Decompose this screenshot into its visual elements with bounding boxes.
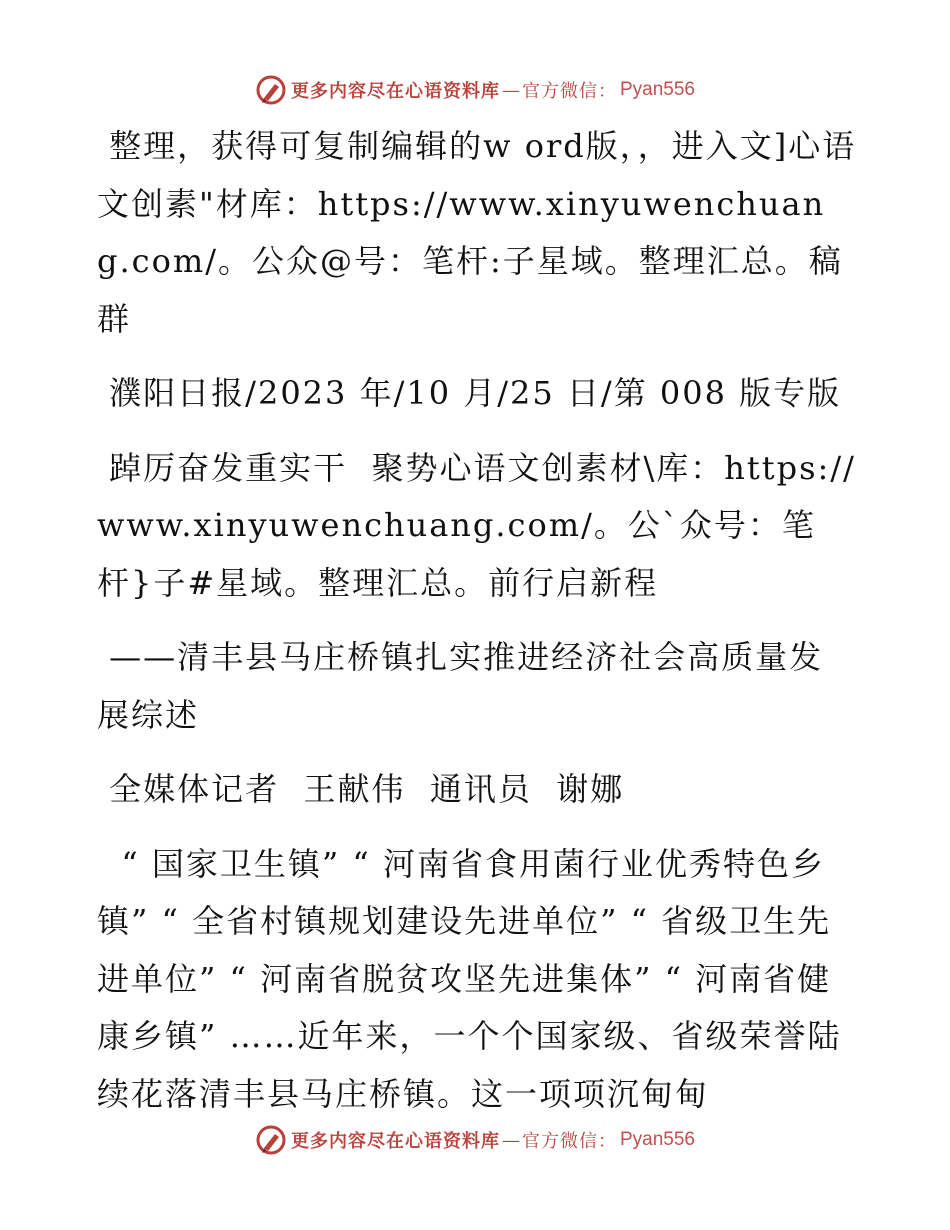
banner-wechat-id: Pyan556 — [619, 79, 695, 100]
body-paragraph: “ 国家卫生镇” “ 河南省食用菌行业优秀特色乡镇” “ 全省村镇规划建设先进单位” “ 省级卫生先进单位” “ 河南省脱贫攻坚先进集体” “ 河南省健康乡镇” ……近年来，一个个国家级、省级荣誉陆续花落清丰县马庄桥镇。这一项项沉甸甸 — [97, 844, 842, 1113]
pen-logo-icon — [255, 74, 287, 106]
banner-colon: ： — [597, 1131, 616, 1152]
header-banner — [0, 70, 950, 110]
banner-tagline: 更多内容尽在心语资料库 — [290, 81, 500, 102]
banner-separator: — — [501, 1129, 520, 1151]
banner-colon: ： — [597, 81, 616, 102]
source-line: 濮阳日报/2023 年/10 月/25 日/第 008 版专版 — [97, 374, 842, 412]
banner-wechat-label: 官方微信 — [521, 1131, 598, 1152]
pen-logo-icon — [255, 1124, 287, 1156]
banner-wechat-label: 官方微信 — [521, 81, 598, 102]
footer-banner — [0, 1120, 950, 1160]
byline: 全媒体记者 王献伟 通讯员 谢娜 — [97, 770, 625, 808]
banner-tagline: 更多内容尽在心语资料库 — [290, 1131, 500, 1152]
document-body — [97, 118, 857, 1140]
intro-paragraph: 整理，获得可复制编辑的w ord版，，进入文]心语文创素"材库：https://www.xinyuwenchuang.com/。公众@号：笔杆:子星域。整理汇总。稿群 — [97, 127, 857, 338]
banner-wechat-id: Pyan556 — [619, 1129, 695, 1150]
article-title: 踔厉奋发重实干 聚势心语文创素材\库：https://www.xinyuwenchuang.com/。公`众号：笔杆}子#星域。整理汇总。前行启新程 — [97, 448, 856, 602]
banner-separator: — — [501, 79, 520, 101]
article-subtitle: ——清丰县马庄桥镇扎实推进经济社会高质量发展综述 — [97, 638, 824, 734]
